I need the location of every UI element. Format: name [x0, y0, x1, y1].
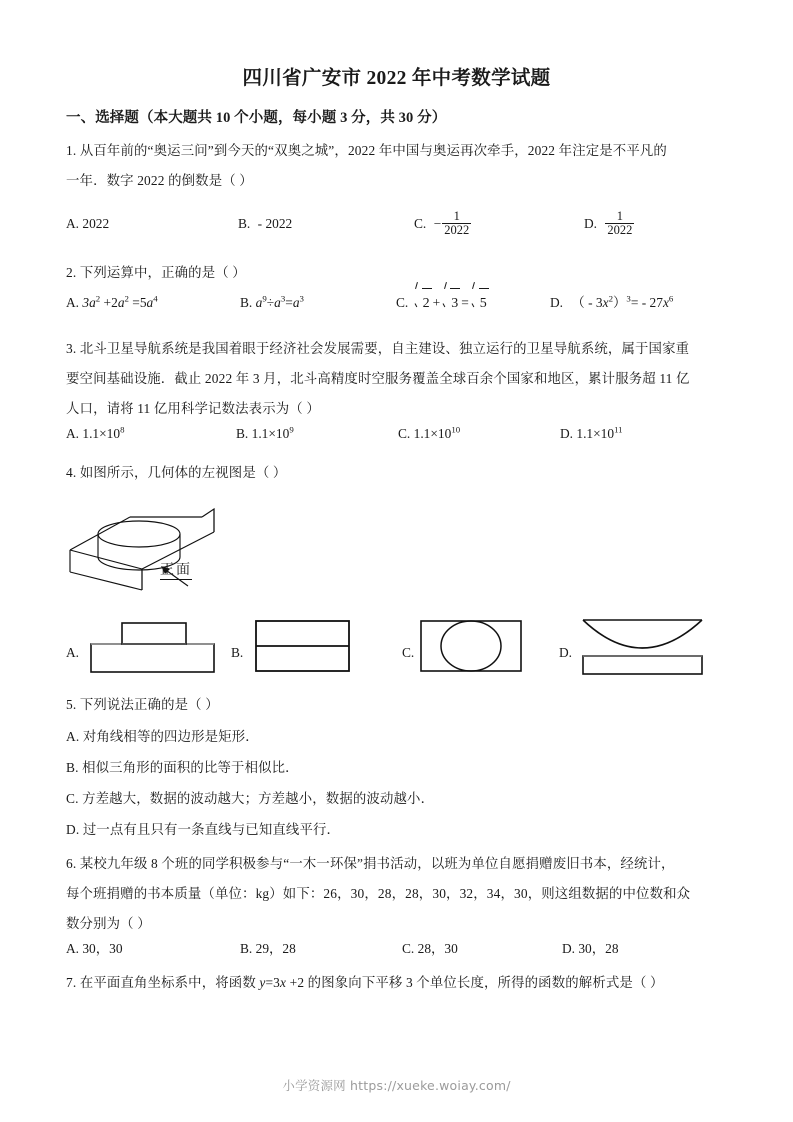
question-1-option-b[interactable]	[238, 209, 292, 239]
question-4-option-a-label[interactable]: A.	[66, 645, 80, 660]
plus-operator: +	[432, 295, 441, 310]
question-6-text	[66, 849, 738, 939]
option-d-svg	[578, 616, 708, 678]
term-3: a	[292, 295, 300, 310]
square-root-icon	[470, 289, 489, 319]
question-4-text	[66, 458, 738, 488]
question-6-line-2: 每个班捐赠的书本质量（单位：kg）如下：26，30，28，28，30，32，34，30，则这组数据的中位数和众	[66, 886, 691, 901]
question-3-line-1: 3. 北斗卫星导航系统是我国着眼于经济社会发展需要，自主建设、独立运行的卫星导航系统，属于国家重	[66, 341, 690, 356]
equals-operator: =	[285, 295, 293, 310]
question-2-line-1: 2. 下列运算中，正确的是（ ）	[66, 265, 246, 280]
fraction	[442, 210, 471, 238]
question-7-text	[66, 968, 738, 998]
question-3-options	[66, 419, 746, 449]
function-middle: =3	[265, 975, 281, 990]
question-1-option-a[interactable]	[66, 209, 109, 239]
question-2-text	[66, 258, 738, 288]
exponent-3: 3	[299, 293, 304, 304]
question-3-option-b[interactable]	[236, 419, 294, 449]
option-b-svg	[254, 618, 354, 676]
question-2-options	[66, 288, 746, 318]
term-2: a	[274, 295, 281, 310]
option-value: A. 对角线相等的四边形是矩形．	[66, 729, 259, 744]
question-2-option-d[interactable]	[550, 288, 673, 318]
exponent-2: 2	[124, 293, 129, 304]
option-value: B. 相似三角形的面积的比等于相似比．	[66, 760, 299, 775]
plus-operator: +2	[100, 295, 118, 310]
section-heading: 一、选择题（本大题共 10 个小题，每小题 3 分，共 30 分）	[66, 110, 447, 126]
fraction-numerator: 1	[453, 208, 460, 223]
question-2-option-b[interactable]	[240, 288, 304, 318]
question-3-line-2: 要空间基础设施．截止 2022 年 3 月，北斗高精度时空服务覆盖全球百余个国家和地区，累计服务超 11 亿	[66, 371, 690, 386]
exponent: 8	[120, 424, 125, 435]
solid-figure-svg	[62, 487, 292, 597]
option-label: D.	[550, 295, 564, 310]
term-3: a	[146, 295, 154, 310]
option-label: C.	[414, 216, 427, 231]
option-value: 2022	[82, 216, 110, 231]
fraction	[605, 210, 634, 238]
question-5-option-b[interactable]	[66, 753, 738, 783]
option-label: B.	[236, 426, 249, 441]
question-6-option-d[interactable]: D. 30，28	[562, 941, 619, 956]
term-1: 3a	[82, 295, 96, 310]
question-4-option-b-label[interactable]: B.	[231, 645, 244, 660]
exponent: 11	[614, 424, 623, 435]
fraction-denominator: 2022	[607, 223, 633, 238]
question-4-line-1: 4. 如图所示，几何体的左视图是（ ）	[66, 465, 287, 480]
question-5-option-a[interactable]	[66, 722, 738, 752]
site-watermark: 小学资源网 https://xueke.woiay.com/	[282, 1078, 511, 1093]
fraction-numerator: 1	[616, 208, 624, 223]
question-7-line-1	[66, 968, 738, 998]
question-1-text	[66, 136, 738, 196]
question-6-option-c[interactable]: C. 28，30	[402, 941, 458, 956]
radicand-1: 2	[422, 288, 432, 319]
question-1-options	[66, 209, 746, 239]
exponent-3: 4	[153, 293, 158, 304]
option-value: 1.1×10	[413, 426, 452, 441]
option-value: D. 过一点有且只有一条直线与已知直线平行．	[66, 822, 341, 837]
exponent-2: 3	[280, 293, 286, 304]
option-value: 1.1×10	[251, 426, 290, 441]
question-5-option-c[interactable]	[66, 784, 738, 814]
question-3-line-3: 人口，请将 11 亿用科学记数法表示为（ ）	[66, 401, 320, 416]
option-label: B.	[240, 295, 253, 310]
option-label: D.	[584, 216, 598, 231]
square-root-icon	[441, 289, 460, 319]
option-a-svg	[88, 620, 218, 675]
equals-operator: = - 27	[630, 295, 663, 310]
question-6-line-1: 6. 某校九年级 8 个班的同学积极参与“一木一环保”捐书活动，以班为单位自愿捐赠废旧书本，经统计，	[66, 856, 675, 871]
page-title: 四川省广安市 2022 年中考数学试题	[242, 68, 551, 89]
question-5-line-1: 5. 下列说法正确的是（ ）	[66, 697, 219, 712]
exponent: 10	[451, 424, 461, 435]
option-label: B.	[238, 216, 251, 231]
option-value: 1.1×10	[82, 426, 121, 441]
fraction-denominator: 2022	[444, 223, 470, 238]
variable-x: x	[662, 295, 669, 310]
question-7-suffix: +2 的图象向下平移 3 个单位长度，所得的函数的解析式是（ ）	[286, 975, 664, 990]
divide-operator: ÷	[266, 295, 275, 310]
question-3-option-a[interactable]	[66, 419, 125, 449]
radicand-2: 3	[450, 288, 460, 319]
equals-operator: =	[461, 295, 469, 310]
close-paren: ）	[613, 295, 627, 310]
question-4-option-c-label[interactable]: C.	[402, 645, 415, 660]
exponent-inner: 2	[608, 293, 614, 304]
question-4-solid-figure	[62, 487, 292, 597]
question-6-option-a[interactable]: A. 30，30	[66, 941, 123, 956]
option-value: 1.1×10	[576, 426, 615, 441]
question-2-option-a[interactable]	[66, 288, 158, 318]
option-value: - 2022	[257, 216, 293, 231]
option-label: A.	[66, 426, 80, 441]
exponent-1: 2	[95, 293, 101, 304]
exponent: 9	[289, 424, 294, 435]
question-5-option-d[interactable]	[66, 815, 738, 845]
variable-x: x	[602, 295, 609, 310]
question-1-option-d[interactable]	[584, 209, 635, 239]
option-c-svg	[419, 618, 529, 676]
option-label: C.	[398, 426, 411, 441]
option-label: A.	[66, 216, 80, 231]
question-4-option-d-figure[interactable]	[578, 616, 708, 683]
variable-x: x	[280, 975, 287, 990]
question-1-option-c[interactable]	[414, 209, 472, 239]
question-2-option-c[interactable]	[396, 288, 490, 319]
question-4-option-b-figure[interactable]	[254, 618, 354, 681]
question-4-option-c-figure[interactable]	[419, 618, 529, 681]
question-6-line-3: 数分别为（ ）	[66, 916, 151, 931]
variable-y: y	[259, 975, 266, 990]
question-3-option-d[interactable]	[560, 419, 623, 449]
question-4-option-a-figure[interactable]	[88, 620, 218, 680]
exponent-outer: 3	[626, 293, 631, 304]
question-3-text	[66, 334, 738, 424]
open-paren: （ - 3	[571, 295, 603, 310]
exponent-1: 9	[262, 293, 267, 304]
front-face-label: 正面	[160, 559, 192, 580]
term-1: a	[255, 295, 263, 310]
question-5-text	[66, 690, 738, 720]
question-1-line-2: 一年．数字 2022 的倒数是（ ）	[66, 173, 253, 188]
question-6-options	[66, 934, 746, 964]
question-7-prefix: 7. 在平面直角坐标系中，将函数	[66, 975, 260, 990]
equals-operator: =5	[128, 295, 147, 310]
radicand-3: 5	[479, 288, 489, 319]
exponent-result: 6	[668, 293, 674, 304]
square-root-icon	[413, 289, 432, 319]
option-label: C.	[396, 295, 409, 310]
option-label: D.	[560, 426, 574, 441]
option-value: C. 方差越大，数据的波动越大；方差越小，数据的波动越小．	[66, 791, 435, 806]
question-6-option-b[interactable]: B. 29，28	[240, 941, 296, 956]
minus-sign: −	[433, 216, 442, 231]
option-label: A.	[66, 295, 80, 310]
term-2: a	[117, 295, 125, 310]
question-1-line-1: 1. 从百年前的“奥运三问”到今天的“双奥之城”，2022 年中国与奥运再次牵手，2022 年注定是不平凡的	[66, 143, 667, 158]
question-3-option-c[interactable]	[398, 419, 460, 449]
question-4-option-d-label[interactable]: D.	[559, 645, 573, 660]
